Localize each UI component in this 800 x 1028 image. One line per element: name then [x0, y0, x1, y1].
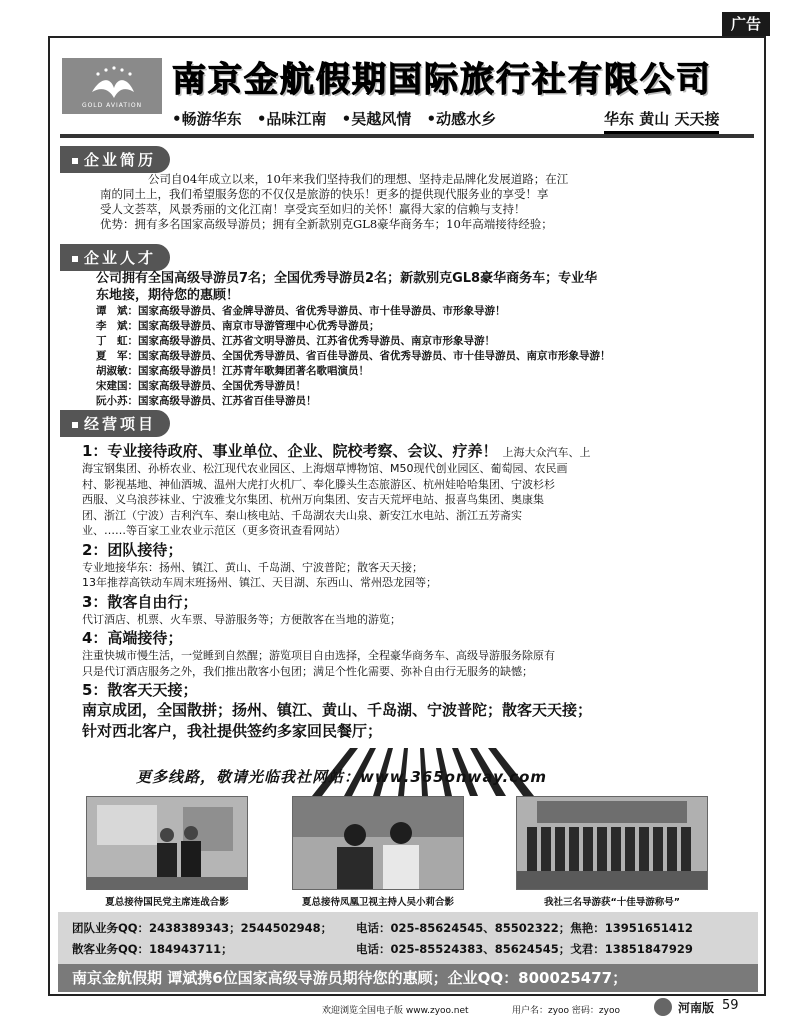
team-phone: 电话：025-85624545、85502322；焦艳：13951651412	[356, 921, 693, 935]
photo-caption: 夏总接待凤凰卫视主持人吴小莉合影	[301, 897, 454, 908]
tagline: 华东 黄山 天天接	[604, 108, 719, 134]
business-item-tail: 上海大众汽车、上	[502, 446, 591, 459]
section-title-profile: 企业简历	[60, 146, 170, 173]
photo-award	[516, 796, 708, 890]
page-number: 59	[722, 998, 739, 1013]
talent-intro-line: 公司拥有全国高级导游员7名；全国优秀导游员2名；新款别克GL8豪华商务车；专业华	[96, 271, 598, 286]
footer-login: 用户名：zyoo 密码：zyoo	[512, 1006, 620, 1016]
business-block	[82, 440, 742, 742]
photo-interview	[292, 796, 464, 890]
guide-entry: 丁 虹：国家高级导游员、江苏省文明导游员、江苏省优秀导游员、南京市形象导游！	[96, 335, 495, 347]
business-line: 海宝钢集团、孙桥农业、松江现代农业园区、上海烟草博物馆、M50现代创业园区、葡萄园、农民画	[82, 462, 568, 475]
guide-entry: 谭 斌：国家高级导游员、省金牌导游员、省优秀导游员、市十佳导游员、市形象导游！	[96, 305, 506, 317]
website-banner: 更多线路，敬请光临我社网站：www.365onway.com	[136, 768, 548, 786]
slogan-item: •吴越风情	[341, 110, 412, 128]
business-line: 西服、义乌浪莎袜业、宁波雅戈尔集团、杭州万向集团、安吉天荒坪电站、报喜鸟集团、奥康集	[82, 493, 544, 506]
business-item-title: 2：团队接待；	[82, 540, 183, 559]
business-line: 代订酒店、机票、火车票、导游服务等；方便散客在当地的游览；	[82, 612, 401, 626]
section-title-business: 经营项目	[60, 410, 170, 437]
photo-caption: 夏总接待国民党主席连战合影	[105, 897, 229, 908]
edition-name: 河南版	[678, 1001, 715, 1015]
talent-block	[96, 270, 746, 409]
guide-entry: 阮小苏：国家高级导游员、江苏省百佳导游员！	[96, 395, 317, 407]
business-highlight: 南京成团，全国散拼；扬州、镇江、黄山、千岛湖、宁波普陀；散客天天接；	[82, 701, 593, 719]
guide-entry: 胡淑敏：国家高级导游员！江苏青年歌舞团著名歌唱演员！	[96, 365, 369, 377]
photo-meeting	[86, 796, 248, 890]
edition-badge-icon	[654, 998, 672, 1016]
individual-phone: 电话：025-85524383、85624545；戈君：13851847929	[356, 942, 693, 956]
photo-caption: 我社三名导游获“十佳导游称号”	[544, 897, 680, 908]
section-title-talent: 企业人才	[60, 244, 170, 271]
guide-entry: 夏 军：国家高级导游员、全国优秀导游员、省百佳导游员、省优秀导游员、市十佳导游员、南京市形象导游！	[96, 350, 611, 362]
business-line: 13年推荐高铁动车周末班扬州、镇江、天目湖、东西山、常州恐龙园等；	[82, 576, 437, 589]
business-line: 村、影视基地、神仙酒城、温州大虎打火机厂、奉化滕头生态旅游区、杭州娃哈哈集团、宁波杉杉	[82, 477, 555, 491]
business-line: 只是代订酒店服务之外，我们推出散客小包团；满足个性化需要、弥补自由行无服务的缺憾；	[82, 664, 533, 678]
company-name: 南京金航假期国际旅行社有限公司	[172, 60, 712, 100]
guide-entry: 李 斌：国家高级导游员、南京市导游管理中心优秀导游员；	[96, 320, 380, 332]
profile-line: 优势：拥有多名国家高级导游员；拥有全新款别克GL8豪华商务车；10年高端接待经验；	[100, 217, 553, 231]
company-logo	[62, 58, 162, 114]
slogan-item: •畅游华东	[172, 110, 242, 128]
profile-text	[100, 172, 740, 232]
business-line: 注重快城市慢生活，一觉睡到自然醒；游览项目自由选择，全程豪华商务车、高级导游服务除原有	[82, 649, 555, 662]
profile-line: 受人文荟萃，风景秀丽的文化江南！享受宾至如归的关怀！赢得大家的信赖与支持！	[100, 202, 526, 216]
business-item-title: 5：散客天天接；	[82, 681, 198, 699]
business-item-title: 3：散客自由行；	[82, 592, 198, 611]
ad-tag: 广告	[722, 12, 770, 36]
team-qq: 团队业务QQ：2438389343；2544502948；	[72, 921, 333, 935]
business-line: 团、浙江（宁波）吉利汽车、秦山核电站、千岛湖农夫山泉、新安江水电站、浙江五芳斋实	[82, 508, 522, 522]
guide-entry: 宋建国：国家高级导游员、全国优秀导游员！	[96, 380, 306, 392]
profile-line: 公司自04年成立以来，10年来我们坚持我们的理想、坚持走品牌化发展道路；在江	[148, 172, 569, 186]
bottom-slogan: 南京金航假期 谭斌携6位国家高级导游员期待您的惠顾；企业QQ：800025477；	[72, 969, 628, 987]
logo-text: GOLD AVIATION	[81, 102, 143, 109]
slogan-item: •动感水乡	[426, 110, 497, 128]
business-line: 业、……等百家工业农业示范区（更多资讯查看网站）	[82, 524, 346, 537]
profile-line: 南的同土上，我们希望服务您的不仅仅是旅游的快乐！更多的提供现代服务业的享受！享	[100, 187, 549, 201]
business-item-title: 1：专业接待政府、事业单位、企业、院校考察、会议、疗养！	[82, 442, 498, 460]
business-line: 专业地接华东：扬州、镇江、黄山、千岛湖、宁波普陀；散客天天接；	[82, 560, 423, 574]
individual-qq: 散客业务QQ：184943711；	[72, 942, 233, 956]
header-divider	[60, 134, 754, 138]
slogan-row	[172, 108, 506, 129]
business-highlight: 针对西北客户，我社提供签约多家回民餐厅；	[82, 722, 383, 740]
business-item-title: 4：高端接待；	[82, 629, 183, 647]
footer-site: 欢迎浏览全国电子版 www.zyoo.net	[322, 1006, 469, 1016]
business-item-1	[82, 440, 742, 461]
slogan-item: •品味江南	[256, 110, 327, 128]
talent-intro-line: 东地接，期待您的惠顾！	[96, 288, 240, 303]
